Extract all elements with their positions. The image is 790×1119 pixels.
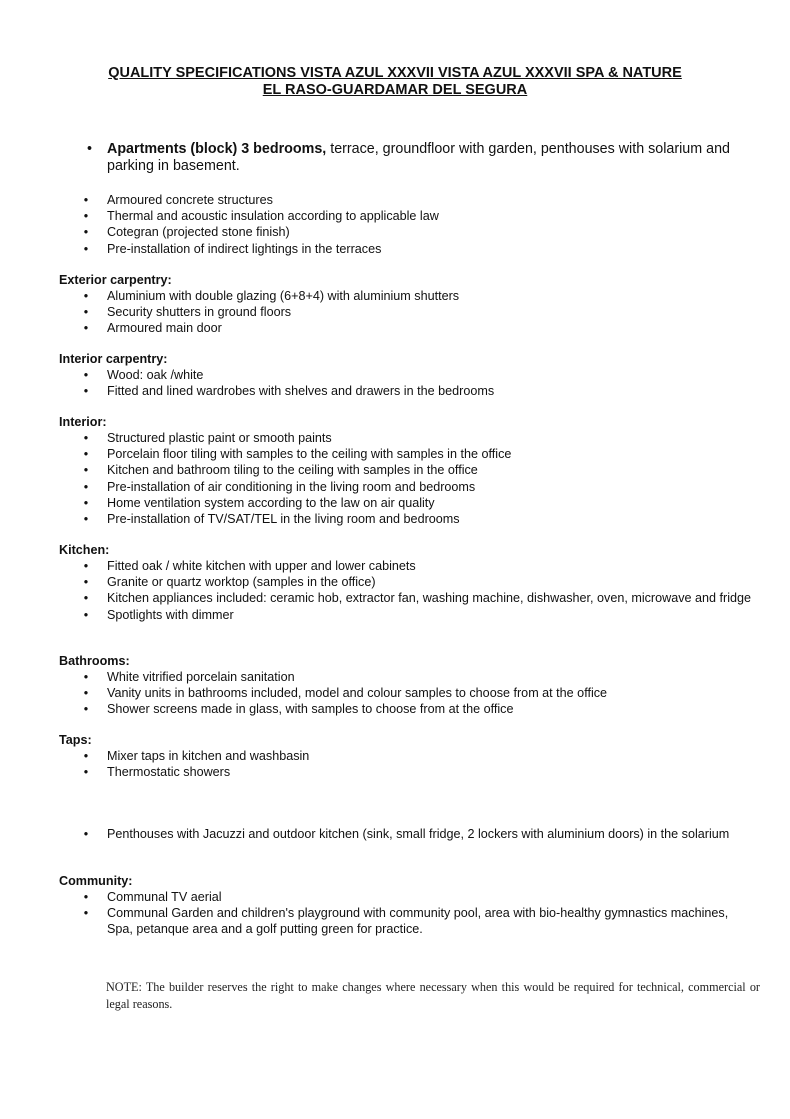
intro-bold-text: Apartments (block) 3 bedrooms, <box>107 141 327 157</box>
list-item: • Aluminium with double glazing (6+8+4) with aluminium shutters <box>83 289 460 303</box>
list-item: • White vitrified porcelain sanitation <box>83 670 295 684</box>
exterior-carpentry-list <box>79 288 769 337</box>
list-item: • Fitted and lined wardrobes with shelves and drawers in the bedrooms <box>83 384 495 399</box>
builder-note: NOTE: The builder reserves the right to make changes where necessary when this would be required for technical, commercial or legal reasons. <box>106 980 760 1011</box>
bathrooms-heading: Bathrooms: <box>59 654 130 668</box>
interior-carpentry-heading: Interior carpentry: <box>59 352 168 366</box>
document-title-line-1: QUALITY SPECIFICATIONS VISTA AZUL XXXVII VISTA AZUL XXXVII SPA & NATURE <box>108 65 682 81</box>
list-item: • Armoured concrete structures <box>83 193 273 207</box>
intro-rest-text: terrace, groundfloor with garden, penthouses with solarium and parking in basement. <box>107 141 730 174</box>
list-item: • Pre-installation of air conditioning in the living room and bedrooms <box>83 479 476 494</box>
interior-carpentry-list <box>79 367 769 399</box>
list-item: • Vanity units in bathrooms included, model and colour samples to choose from at the office <box>83 686 608 701</box>
community-list <box>79 889 739 938</box>
list-item: • Shower screens made in glass, with samples to choose from at the office <box>83 702 514 717</box>
list-item: • Kitchen appliances included: ceramic hob, extractor fan, washing machine, dishwasher, oven, microwave and fridge <box>83 591 752 606</box>
list-item: • Structured plastic paint or smooth paints <box>83 431 332 445</box>
list-item: • Penthouses with Jacuzzi and outdoor kitchen (sink, small fridge, 2 lockers with aluminium doors) in the solarium <box>83 827 730 841</box>
kitchen-list <box>79 558 769 623</box>
community-heading: Community: <box>59 874 133 888</box>
list-item: • Kitchen and bathroom tiling to the ceiling with samples in the office <box>83 463 478 478</box>
list-item: • Communal TV aerial <box>83 890 222 904</box>
document-title-line-2: EL RASO-GUARDAMAR DEL SEGURA <box>262 82 528 98</box>
intro-paragraph <box>87 141 767 175</box>
list-item: • Granite or quartz worktop (samples in the office) <box>83 575 376 590</box>
list-item: • Armoured main door <box>83 321 222 336</box>
list-item: • Mixer taps in kitchen and washbasin <box>83 749 310 763</box>
list-item: • Security shutters in ground floors <box>83 305 292 320</box>
interior-heading: Interior: <box>59 415 107 429</box>
list-item: • Cotegran (projected stone finish) <box>83 225 290 240</box>
list-item: • Pre-installation of TV/SAT/TEL in the living room and bedrooms <box>83 512 460 527</box>
general-features-list <box>79 192 769 257</box>
bathrooms-list <box>79 669 769 718</box>
penthouses-list <box>79 826 739 842</box>
list-item: • Communal Garden and children's playground with community pool, area with bio-healthy gymnastics machines, Spa, petanque area and a golf putting green for practice. <box>83 906 729 937</box>
list-item: • Wood: oak /white <box>83 368 204 382</box>
list-item: • Home ventilation system according to the law on air quality <box>83 495 435 510</box>
kitchen-heading: Kitchen: <box>59 543 110 557</box>
list-item: • Porcelain floor tiling with samples to the ceiling with samples in the office <box>83 447 512 462</box>
interior-list <box>79 430 769 527</box>
list-item: • Thermostatic showers <box>83 765 231 780</box>
list-item: • Spotlights with dimmer <box>83 607 234 622</box>
intro-bullet: • <box>87 141 93 157</box>
exterior-carpentry-heading: Exterior carpentry: <box>59 273 172 287</box>
taps-heading: Taps: <box>59 733 92 747</box>
list-item: • Fitted oak / white kitchen with upper and lower cabinets <box>83 559 416 573</box>
list-item: • Thermal and acoustic insulation according to applicable law <box>83 209 439 224</box>
taps-list <box>79 748 769 780</box>
list-item: • Pre-installation of indirect lightings in the terraces <box>83 241 382 256</box>
